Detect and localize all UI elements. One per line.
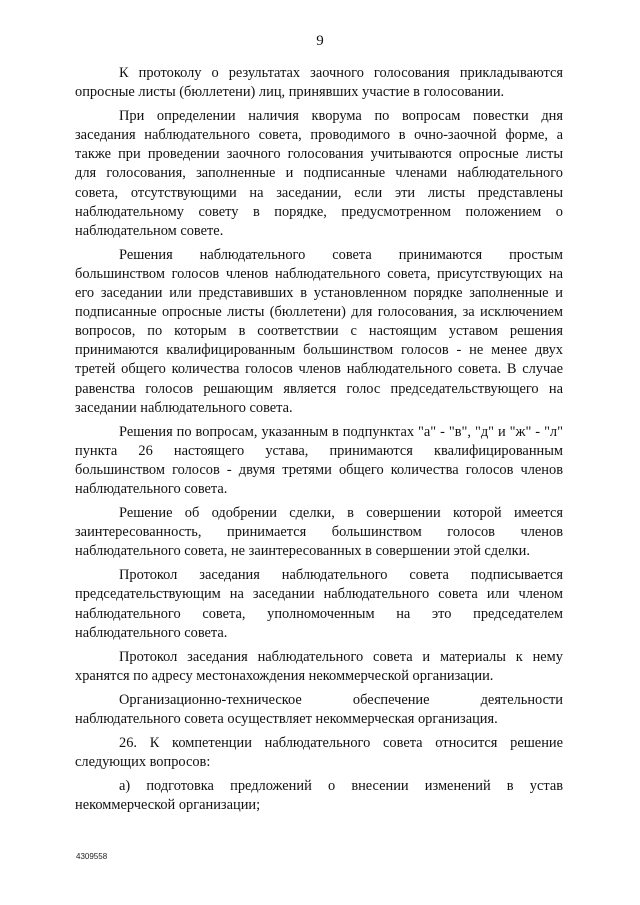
paragraph-competence-heading: 26. К компетенции наблюдательного совета относится решение следующих вопросов: (75, 735, 563, 771)
paragraph-interested-transaction: Решение об одобрении сделки, в совершении которой имеется заинтересованность, принимается большинством голосов членов наблюдательного совета, не заинтересованных в совершении этой сделки. (75, 505, 563, 560)
paragraph-protocol-storage: Протокол заседания наблюдательного совета и материалы к нему хранятся по адресу местонахождения некоммерческой организации. (75, 648, 563, 684)
paragraph-qualified-majority: Решения по вопросам, указанным в подпунктах "а" - "в", "д" и "ж" - "л" пункта 26 настоящего устава, принимаются квалифицированным большинством голосов - двумя третями общего количества голосов членов наблюдательного совета. (75, 423, 563, 497)
paragraph-protocol-signing: Протокол заседания наблюдательного совета подписывается председательствующим на заседании наблюдательного совета или членом наблюдательного совета, уполномоченным на это председателем наблюдательного совета. (75, 567, 563, 641)
document-body (75, 64, 563, 820)
paragraph-decision-majority: Решения наблюдательного совета принимаются простым большинством голосов членов наблюдательного совета, присутствующих на его заседании или представивших в установленном порядке заполненные и подписанные опросные листы (бюллетени) для голосования, за исключением вопросов, по которым в соответствии с настоящим уставом решения принимаются квалифицированным большинством голосов - не менее двух третей общего количества голосов членов наблюдательного совета. В случае равенства голосов решающим является голос председательствующего на заседании наблюдательного совета. (75, 246, 563, 416)
paragraph-technical-support: Организационно-техническое обеспечение деятельности наблюдательного совета осуществляет некоммерческая организация. (75, 691, 563, 727)
paragraph-item-a: а) подготовка предложений о внесении изменений в устав некоммерческой организации; (75, 778, 563, 814)
paragraph-quorum: При определении наличия кворума по вопросам повестки дня заседания наблюдательного совета, проводимого в очно-заочной форме, а также при проведении заочного голосования учитываются опросные листы для голосования, заполненные и подписанные членами наблюдательного совета, отсутствующими на заседании, если эти листы представлены наблюдательному совету в порядке, предусмотренном положением о наблюдательном совете. (75, 108, 563, 239)
document-code: 4309558 (76, 852, 108, 861)
paragraph-absentee-voting-protocol: К протоколу о результатах заочного голосования прикладываются опросные листы (бюллетени) лиц, принявших участие в голосовании. (75, 65, 563, 101)
page-number: 9 (316, 33, 324, 49)
